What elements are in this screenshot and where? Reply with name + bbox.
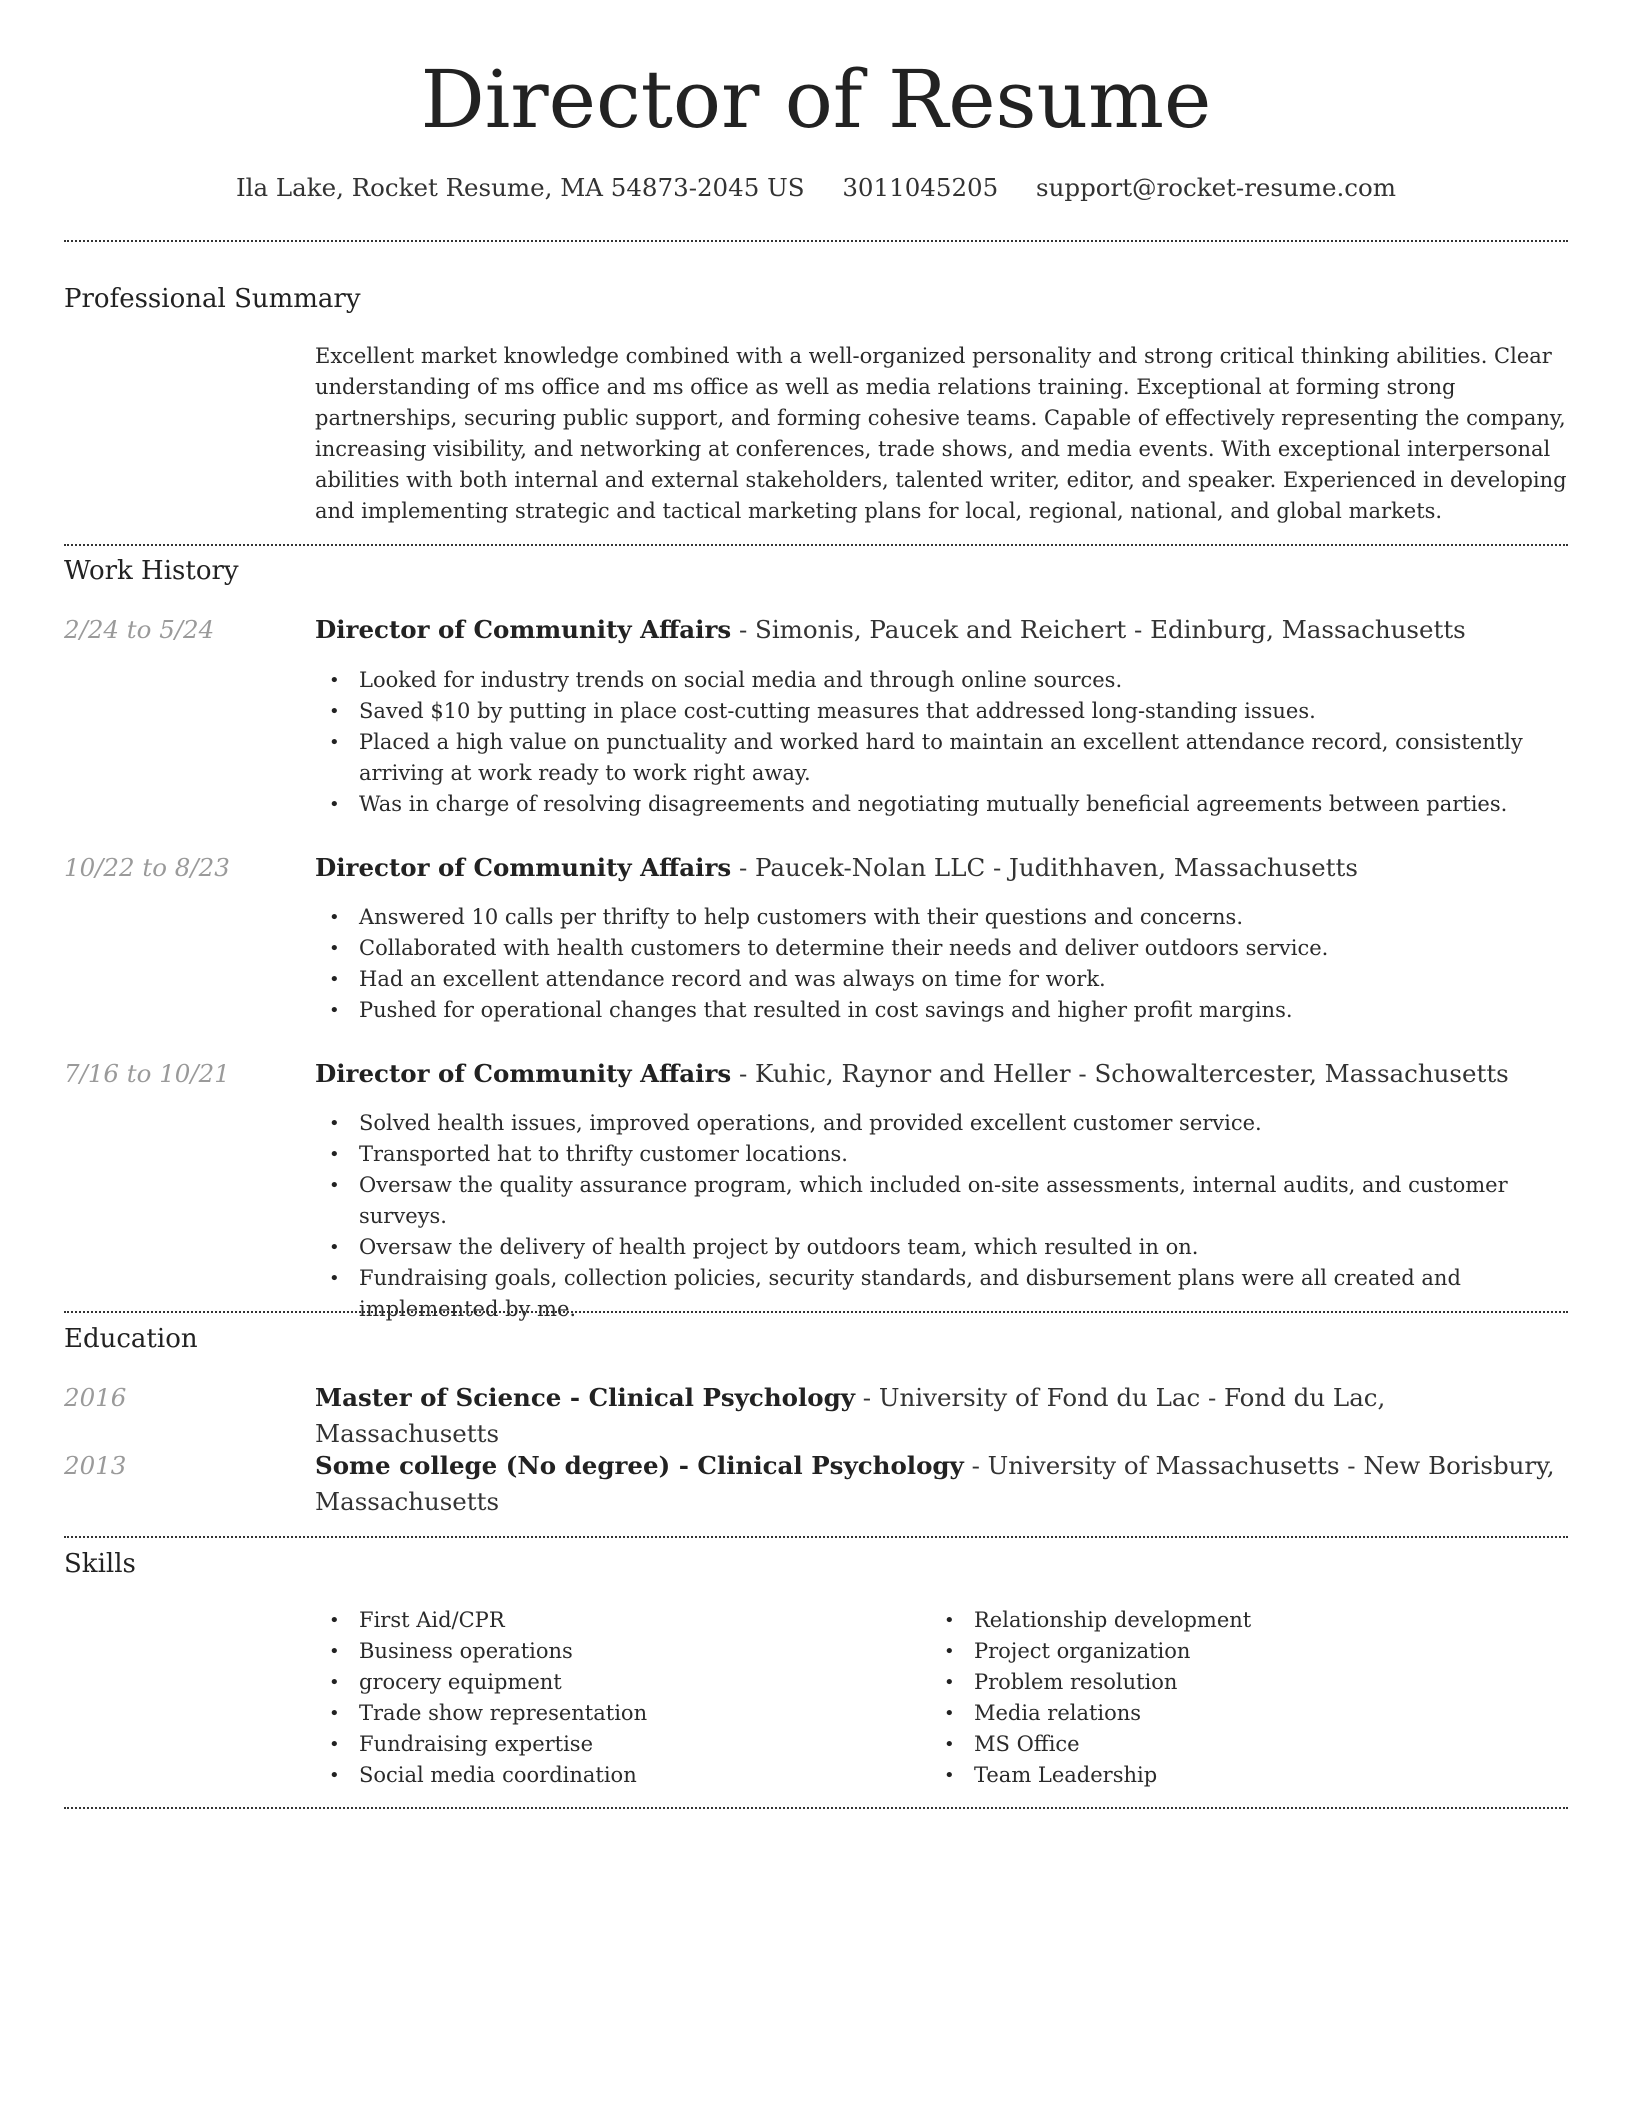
skill-item: • Social media coordination [315,1760,875,1791]
list-item: • Pushed for operational changes that resulted in cost savings and higher profit margins. [315,995,1568,1026]
list-item: • Transported hat to thrifty customer locations. [315,1139,1568,1170]
section-divider [64,1536,1568,1538]
job-title [315,612,1568,648]
job-dates: 2/24 to 5/24 [64,615,215,644]
skill-item: • MS Office [930,1729,1490,1760]
skill-item: • Fundraising expertise [315,1729,875,1760]
job-bullets [315,1108,1568,1325]
list-item: • Solved health issues, improved operations, and provided excellent customer service. [315,1108,1568,1139]
job-dates: 10/22 to 8/23 [64,853,230,882]
skills-list-right [930,1605,1490,1791]
job-bullets [315,902,1568,1026]
education-degree: Master of Science - Clinical Psychology [315,1383,855,1412]
job-employer: - Kuhic, Raynor and Heller - Schowaltercester, Massachusetts [731,1059,1509,1088]
job-employer: - Simonis, Paucek and Reichert - Edinburg, Massachusetts [731,615,1466,644]
job-title [315,1056,1568,1092]
job-role: Director of Community Affairs [315,615,732,644]
list-item: • Oversaw the delivery of health project by outdoors team, which resulted in on. [315,1232,1568,1263]
education-entry [315,1448,1568,1520]
resume-title: Director of Resume [420,53,1212,146]
contact-line [64,172,1568,204]
skill-item: • Business operations [315,1636,875,1667]
education-school: - University of Fond du Lac - Fond du Lac, Massachusetts [315,1383,1386,1448]
job-dates: 7/16 to 10/21 [64,1059,230,1088]
job-role: Director of Community Affairs [315,853,732,882]
section-divider [64,1807,1568,1809]
job-bullets [315,665,1568,820]
education-year: 2013 [64,1451,127,1480]
skill-item: • Relationship development [930,1605,1490,1636]
list-item: • Fundraising goals, collection policies, security standards, and disbursement plans were all created and implemented by me. [315,1263,1568,1325]
skills-list-left [315,1605,875,1791]
education-heading: Education [64,1324,198,1354]
education-degree: Some college (No degree) - Clinical Psychology [315,1451,964,1480]
list-item: • Looked for industry trends on social media and through online sources. [315,665,1568,696]
list-item: • Was in charge of resolving disagreements and negotiating mutually beneficial agreements between parties. [315,789,1568,820]
summary-text: Excellent market knowledge combined with a well-organized personality and strong critical thinking abilities. Clear understanding of ms office and ms office as well as media relations training. Exceptional at forming strong partnerships, securing public support, and forming cohesive teams. Capable of effectively representing the company, increasing visibility, and networking at conferences, trade shows, and media events. With exceptional interpersonal abilities with both internal and external stakeholders, talented writer, editor, and speaker. Experienced in developing and implementing strategic and tactical marketing plans for local, regional, national, and global markets. [315,344,1567,523]
education-entry [315,1380,1568,1452]
resume-page [64,0,1568,2112]
skill-item: • grocery equipment [315,1667,875,1698]
education-school: - University of Massachusetts - New Borisbury, Massachusetts [315,1451,1555,1516]
job-employer: - Paucek-Nolan LLC - Judithhaven, Massachusetts [731,853,1358,882]
skill-item: • Trade show representation [315,1698,875,1729]
skills-heading: Skills [64,1549,136,1579]
contact-phone: 3011045205 [842,173,999,202]
section-divider [64,544,1568,546]
work-history-heading: Work History [64,556,239,586]
list-item: • Had an excellent attendance record and was always on time for work. [315,964,1568,995]
skill-item: • Project organization [930,1636,1490,1667]
education-year: 2016 [64,1383,127,1412]
skill-item: • Team Leadership [930,1760,1490,1791]
section-divider [64,1311,1568,1313]
list-item: • Collaborated with health customers to determine their needs and deliver outdoors service. [315,933,1568,964]
contact-address: Ila Lake, Rocket Resume, MA 54873-2045 US [235,173,805,202]
job-title [315,850,1568,886]
list-item: • Placed a high value on punctuality and worked hard to maintain an excellent attendance record, consistently arriving at work ready to work right away. [315,727,1568,789]
contact-email: support@rocket-resume.com [1036,173,1396,202]
skill-item: • First Aid/CPR [315,1605,875,1636]
list-item: • Oversaw the quality assurance program, which included on-site assessments, internal audits, and customer surveys. [315,1170,1568,1232]
section-divider [64,240,1568,242]
list-item: • Saved $10 by putting in place cost-cutting measures that addressed long-standing issues. [315,696,1568,727]
skill-item: • Media relations [930,1698,1490,1729]
summary-heading: Professional Summary [64,284,361,314]
skill-item: • Problem resolution [930,1667,1490,1698]
job-role: Director of Community Affairs [315,1059,732,1088]
list-item: • Answered 10 calls per thrifty to help customers with their questions and concerns. [315,902,1568,933]
